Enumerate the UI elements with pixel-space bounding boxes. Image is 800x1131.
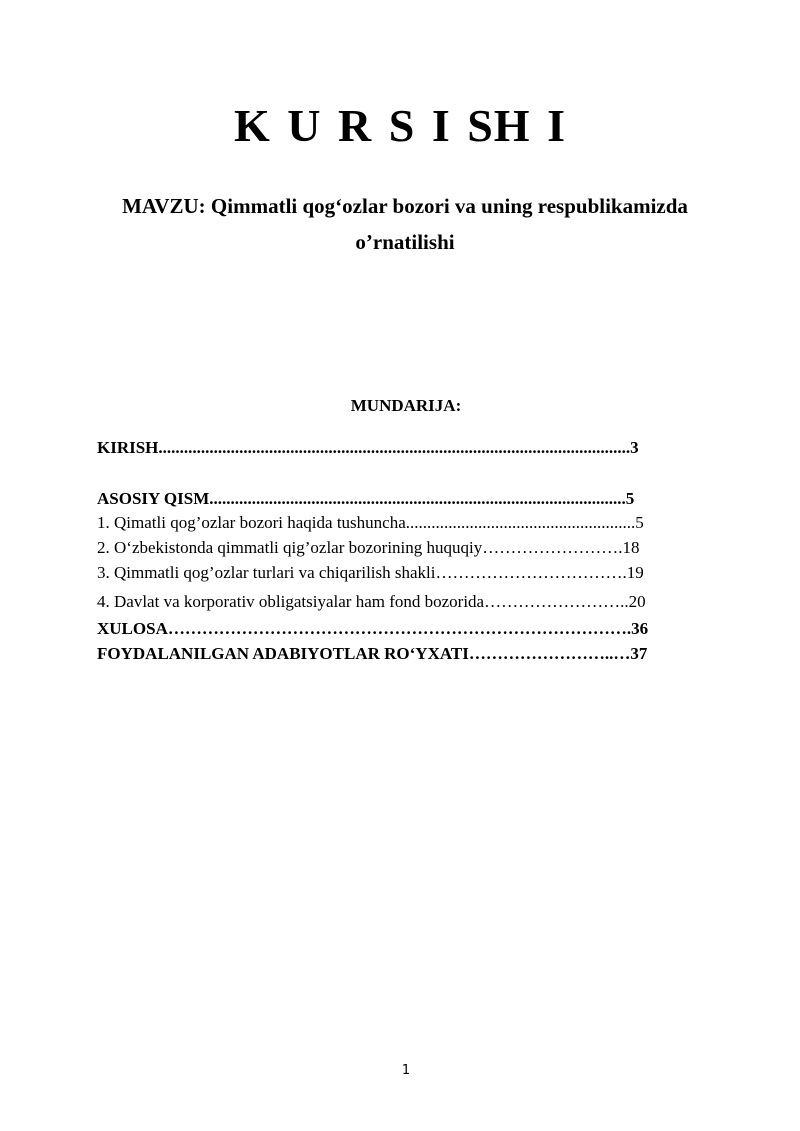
toc-entry-kirish: KIRISH...............................................................................................................3 — [97, 438, 639, 457]
toc-entry-asosiy-qism: ASOSIY QISM..................................................................................................5 — [97, 489, 635, 508]
toc-entry-1: 1. Qimatli qog’ozlar bozori haqida tushuncha......................................................5 — [97, 513, 644, 532]
toc-entry-adabiyotlar: FOYDALANILGAN ADABIYOTLAR RO‘YXATI……………………..…37 — [97, 644, 648, 663]
toc-entry-3: 3. Qimmatli qog’ozlar turlari va chiqarilish shakli…………………………….19 — [97, 563, 644, 582]
page-number: 1 — [401, 1063, 411, 1078]
toc-heading: MUNDARIJA: — [350, 396, 462, 415]
document-title: K U R S I SH I — [234, 100, 566, 151]
toc-entry-4: 4. Davlat va korporativ obligatsiyalar ham fond bozorida……………………..20 — [97, 592, 646, 611]
toc-entry-2: 2. O‘zbekistonda qimmatli qig’ozlar bozorining huquqiy…………………….18 — [97, 538, 640, 557]
subject-heading — [60, 188, 750, 260]
subject-line-2: o’rnatilishi — [355, 230, 455, 254]
subject-line-1: MAVZU: Qimmatli qog‘ozlar bozori va uning respublikamizda — [122, 194, 688, 218]
toc-entry-xulosa: XULOSA……………………………………………………………………….36 — [97, 619, 649, 638]
